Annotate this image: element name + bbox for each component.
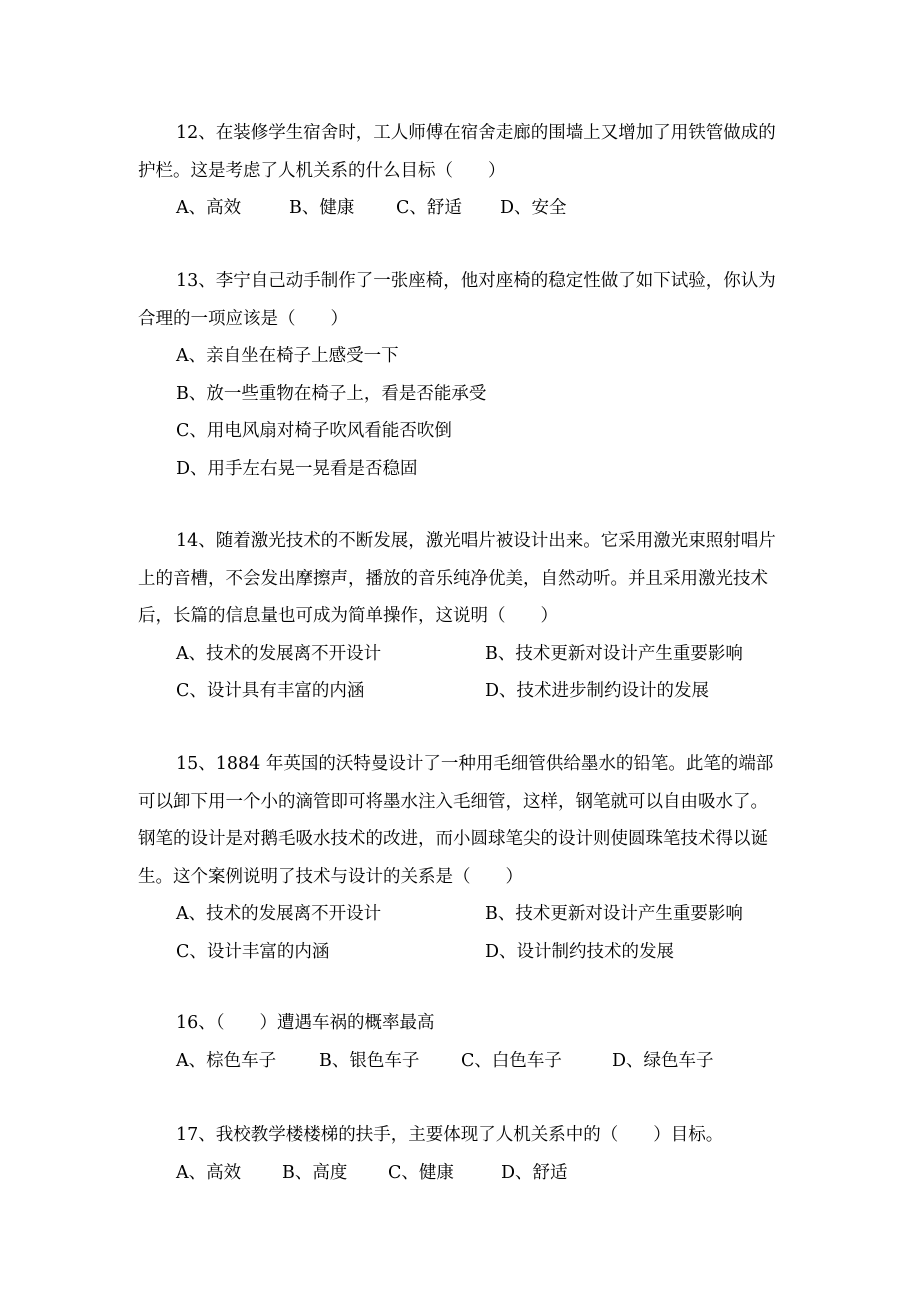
option-d: D、技术进步制约设计的发展 [485, 681, 710, 701]
option-a-row [0, 338, 920, 376]
options-row-1 [0, 896, 920, 934]
option-b-row [0, 376, 920, 414]
question-16 [0, 1005, 920, 1080]
option-a: A、技术的发展离不开设计 [176, 643, 382, 664]
option-d: D、安全 [500, 198, 567, 218]
option-c: C、白色车子 [461, 1050, 562, 1071]
option-a: A、高效 [176, 198, 242, 218]
question-stem: 14、随着激光技术的不断发展，激光唱片被设计出来。它采用激光束照射唱片上的音槽，不会发出摩擦声，播放的音乐纯净优美，自然动听。并且采用激光技术后，长篇的信息量也可成为简单操作，这说明（ ） [138, 531, 776, 626]
options-row [0, 1155, 920, 1193]
option-c: C、舒适 [396, 198, 462, 218]
option-c: C、设计具有丰富的内涵 [176, 681, 365, 701]
option-a: A、高效 [176, 1162, 242, 1183]
question-17 [0, 1117, 920, 1192]
option-c-row [0, 413, 920, 451]
option-b: B、健康 [289, 198, 355, 218]
option-a: A、亲自坐在椅子上感受一下 [176, 346, 399, 366]
option-b: B、高度 [282, 1162, 348, 1183]
options-row [0, 190, 920, 228]
question-stem: 13、李宁自己动手制作了一张座椅，他对座椅的稳定性做了如下试验，你认为合理的一项应该是（ ） [138, 271, 776, 329]
question-13 [0, 263, 920, 488]
option-d: D、设计制约技术的发展 [485, 941, 675, 962]
question-stem: 15、1884 年英国的沃特曼设计了一种用毛细管供给墨水的铅笔。此笔的端部可以卸下用一个小的滴管即可将墨水注入毛细管，这样，钢笔就可以自由吸水了。钢笔的设计是对鹅毛吸水技术的改进，而小圆球笔尖的设计则使圆珠笔技术得以诞生。这个案例说明了技术与设计的关系是（ ） [138, 754, 774, 887]
question-14 [0, 523, 920, 711]
option-b: B、放一些重物在椅子上，看是否能承受 [176, 383, 487, 404]
option-b: B、技术更新对设计产生重要影响 [485, 904, 743, 924]
options-row-2 [0, 934, 920, 972]
question-stem: 12、在装修学生宿舍时，工人师傅在宿舍走廊的围墙上又增加了用铁管做成的护栏。这是考虑了人机关系的什么目标（ ） [138, 123, 776, 181]
option-b: B、技术更新对设计产生重要影响 [485, 643, 743, 664]
option-c: C、健康 [388, 1162, 454, 1183]
option-a: A、棕色车子 [176, 1050, 277, 1071]
options-row-1 [0, 636, 920, 674]
option-a: A、技术的发展离不开设计 [176, 904, 382, 924]
question-stem: 16、（ ）遭遇车祸的概率最高 [176, 1013, 435, 1033]
options-row [0, 1043, 920, 1081]
option-c: C、设计丰富的内涵 [176, 941, 330, 962]
option-c: C、用电风扇对椅子吹风看能否吹倒 [176, 421, 452, 441]
options-row-2 [0, 673, 920, 711]
option-b: B、银色车子 [319, 1050, 420, 1071]
question-12 [0, 115, 920, 228]
option-d-row [0, 451, 920, 489]
question-15 [0, 746, 920, 971]
option-d: D、绿色车子 [612, 1050, 714, 1071]
option-d: D、用手左右晃一晃看是否稳固 [176, 458, 418, 479]
option-d: D、舒适 [501, 1162, 568, 1183]
question-stem: 17、我校教学楼楼梯的扶手，主要体现了人机关系中的（ ）目标。 [176, 1125, 724, 1145]
